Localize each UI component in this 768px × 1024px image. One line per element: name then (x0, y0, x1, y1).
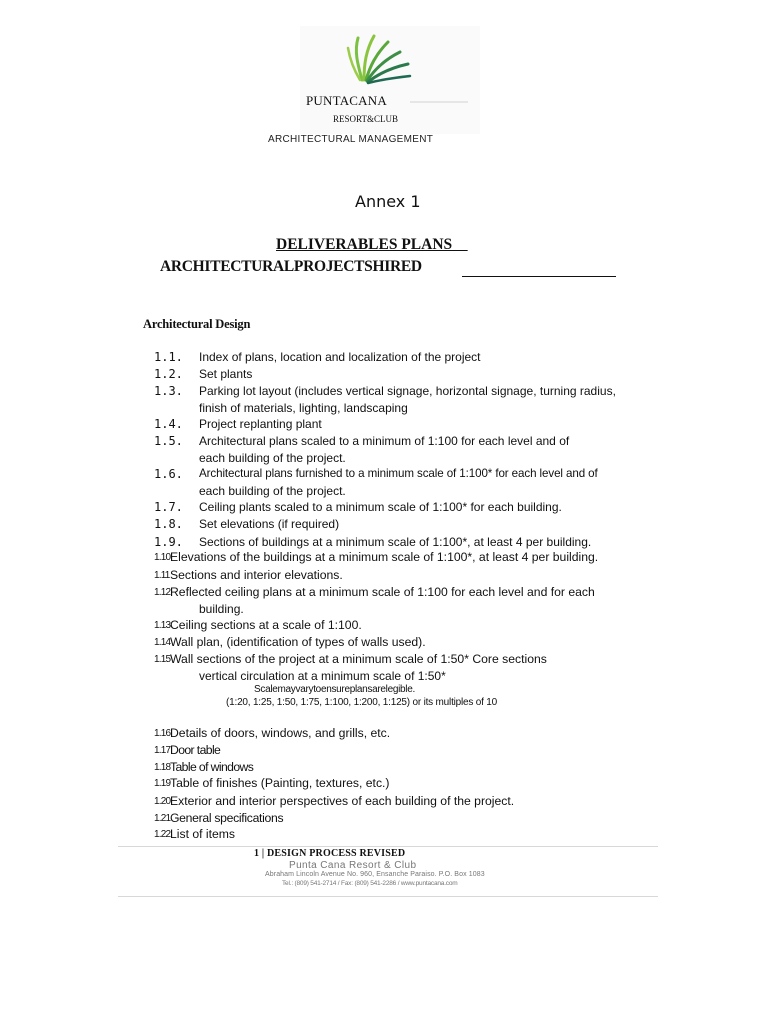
item-continuation: vertical circulation at a minimum scale of 1:50* (199, 668, 446, 683)
scale-note: Scalemayvarytoensureplansarelegible. (254, 684, 415, 695)
list-item (150, 810, 630, 827)
section-heading: Architectural Design (143, 317, 251, 331)
item-continuation: finish of materials, lighting, landscaping (199, 400, 408, 415)
list-item (150, 366, 630, 383)
list-item (150, 433, 630, 466)
title-underline (462, 276, 616, 277)
item-text: Reflected ceiling plans at a minimum scale of 1:100 for each level and for each (170, 585, 595, 599)
department-label: ARCHITECTURAL MANAGEMENT (268, 134, 434, 145)
item-text: Parking lot layout (includes vertical signage, horizontal signage, turning radius, (199, 384, 616, 398)
item-number: 1.1. (154, 350, 183, 364)
item-number: 1.20 (154, 796, 171, 807)
item-text: Ceiling sections at a scale of 1:100. (170, 618, 362, 632)
item-text: Table of windows (170, 760, 254, 774)
projects-title: ARCHITECTURALPROJECTSHIRED (160, 258, 422, 275)
list-item (150, 349, 630, 366)
item-number: 1.3. (154, 384, 183, 398)
list-item (150, 617, 630, 634)
item-number: 1.14 (154, 637, 171, 648)
item-number: 1.10 (154, 552, 171, 563)
brand-faded-mark (410, 101, 468, 103)
list-item (150, 793, 630, 810)
footer-company: Punta Cana Resort & Club (289, 860, 417, 871)
item-number: 1.11 (154, 570, 170, 581)
item-text: Architectural plans scaled to a minimum of 1:100 for each level and of (199, 434, 570, 448)
list-item (150, 584, 630, 617)
scale-list: (1:20, 1:25, 1:50, 1:75, 1:100, 1:200, 1:125) or its multiples of 10 (226, 697, 498, 708)
item-continuation: each building of the project. (199, 483, 346, 498)
item-number: 1.9. (154, 535, 183, 549)
item-text: Architectural plans furnished to a minimum scale of 1:100* for each level and of (199, 467, 598, 480)
list-item (150, 567, 630, 584)
item-text: General specifications (170, 811, 284, 825)
item-number: 1.16 (154, 728, 171, 739)
item-number: 1.17 (154, 745, 171, 756)
item-text: Sections and interior elevations. (170, 568, 343, 582)
list-item (150, 383, 630, 416)
list-item (150, 466, 630, 499)
list-item (150, 634, 630, 651)
item-text: Set elevations (if required) (199, 517, 340, 531)
brand-subtitle: RESORT&CLUB (333, 114, 398, 124)
item-number: 1.5. (154, 434, 183, 448)
item-number: 1.7. (154, 500, 183, 514)
item-text: Wall sections of the project at a minimum scale of 1:50* Core sections (170, 652, 547, 666)
list-item (150, 775, 630, 792)
item-text: Set plants (199, 367, 253, 381)
list-item (150, 499, 630, 516)
item-number: 1.8. (154, 517, 183, 531)
item-number: 1.4. (154, 417, 183, 431)
item-number: 1.15 (154, 654, 171, 665)
item-number: 1.13 (154, 620, 171, 631)
item-number: 1.18 (154, 762, 171, 773)
item-text: Elevations of the buildings at a minimum scale of 1:100*, at least 4 per building. (170, 550, 599, 564)
list-item (150, 516, 630, 533)
item-text: Ceiling plants scaled to a minimum scale of 1:100* for each building. (199, 500, 562, 514)
footer-address: Abraham Lincoln Avenue No. 960, Ensanche Paraiso. P.O. Box 1083 (265, 871, 485, 878)
brand-name: PUNTACANA (306, 93, 387, 108)
item-text: Index of plans, location and localization of the project (199, 350, 481, 364)
list-item (150, 651, 630, 684)
item-number: 1.2. (154, 367, 183, 381)
list-item (150, 826, 630, 843)
annex-title: Annex 1 (355, 192, 421, 211)
list-item (150, 725, 630, 742)
footer-divider (118, 846, 658, 847)
item-continuation: each building of the project. (199, 450, 346, 465)
item-number: 1.6. (154, 467, 183, 481)
item-continuation: building. (199, 601, 244, 616)
list-item (150, 549, 630, 566)
item-number: 1.12 (154, 587, 171, 598)
list-item (150, 742, 630, 759)
item-text: Sections of buildings at a minimum scale of 1:100*, at least 4 per building. (199, 535, 592, 549)
item-text: Table of finishes (Painting, textures, etc.) (170, 776, 390, 790)
footer-bottom-divider (118, 896, 658, 897)
item-text: List of items (170, 827, 236, 841)
list-item (150, 759, 630, 776)
item-text: Wall plan, (identification of types of walls used). (170, 635, 426, 649)
item-number: 1.19 (154, 778, 171, 789)
item-text: Exterior and interior perspectives of each building of the project. (170, 794, 515, 808)
item-text: Door table (170, 743, 221, 757)
item-number: 1.21 (154, 813, 171, 824)
list-item (150, 416, 630, 433)
item-text: Project replanting plant (199, 417, 322, 431)
palm-leaf-logo (344, 30, 416, 86)
footer-page-label: 1 | DESIGN PROCESS REVISED (254, 848, 406, 859)
item-number: 1.22 (154, 829, 171, 840)
item-text: Details of doors, windows, and grills, etc. (170, 726, 391, 740)
footer-contact: Tel.: (809) 541-2714 / Fax: (809) 541-2286 / www.puntacana.com (282, 880, 458, 887)
deliverables-title: DELIVERABLES PLANS (276, 236, 468, 253)
